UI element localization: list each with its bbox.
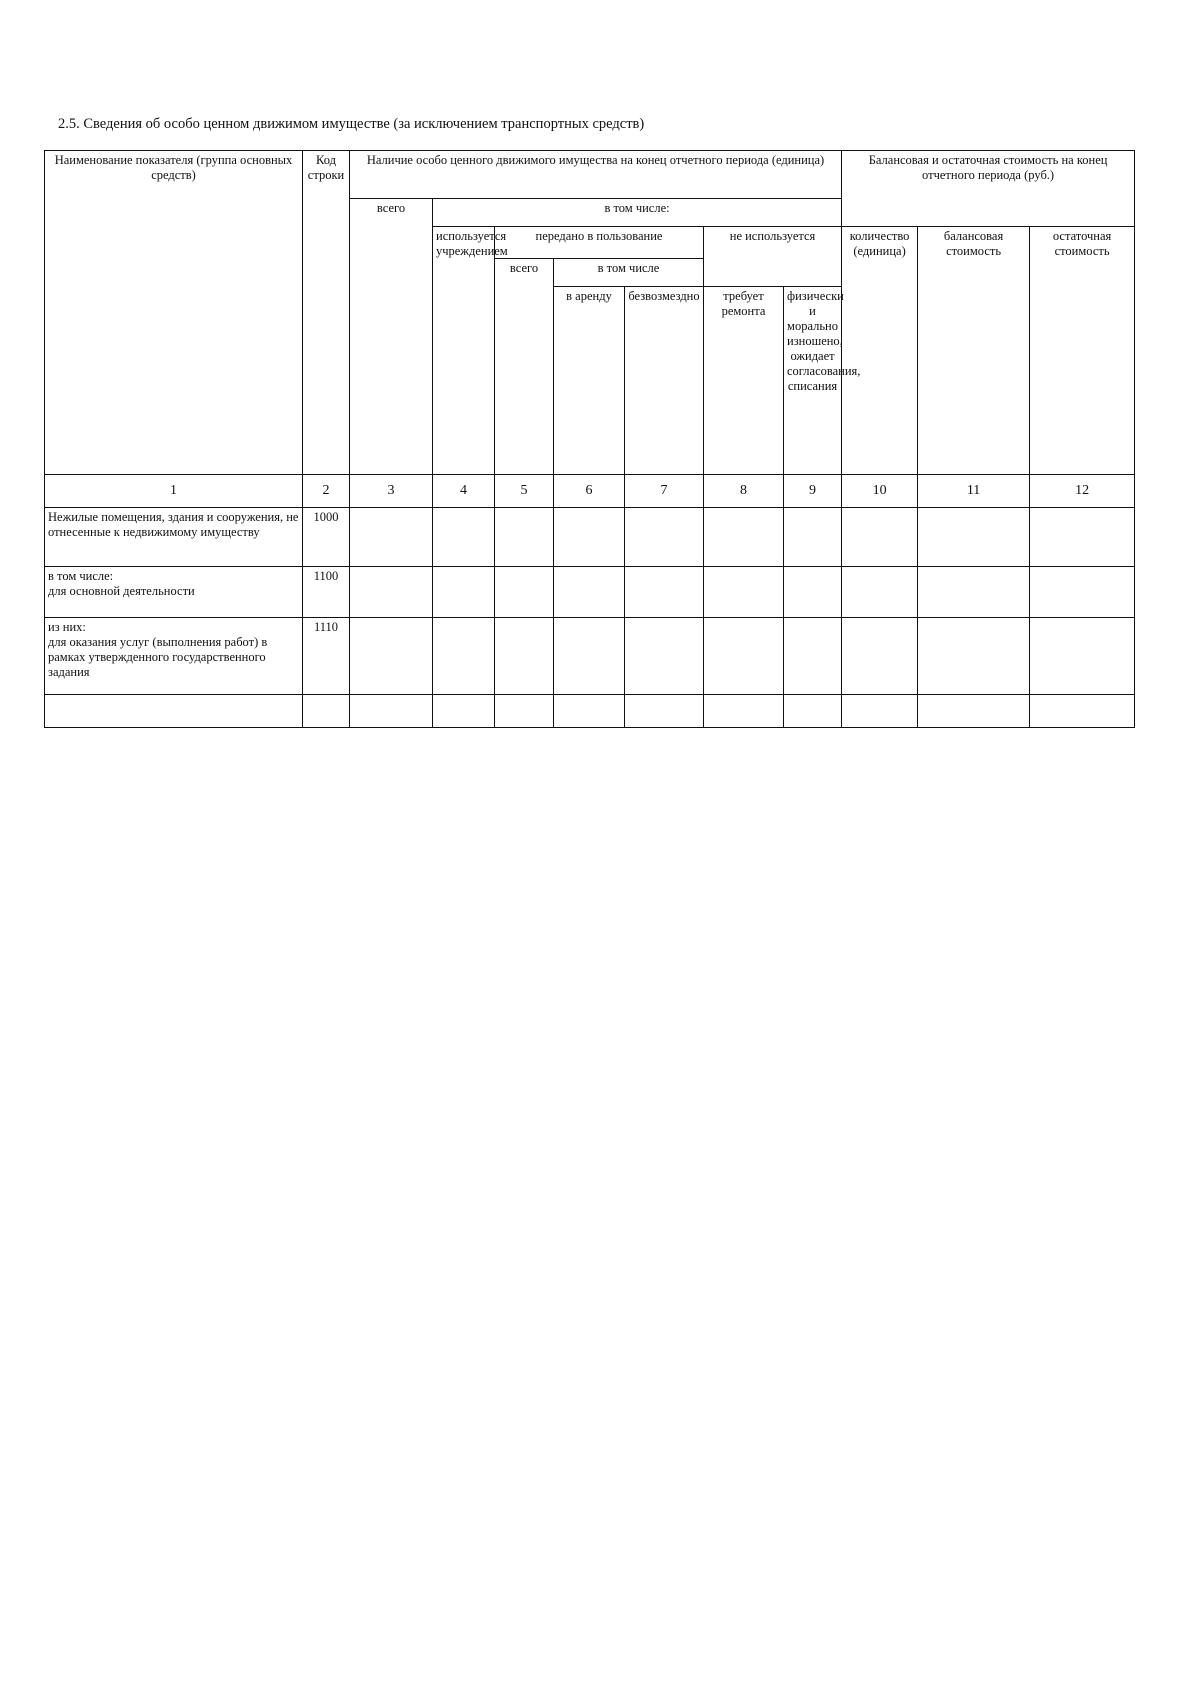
cell (1030, 508, 1135, 567)
cell (625, 695, 704, 728)
header-repair: требует ремонта (704, 287, 784, 475)
cell (704, 695, 784, 728)
cell (784, 618, 842, 695)
header-rent: в аренду (554, 287, 625, 475)
cell (918, 508, 1030, 567)
cell (842, 618, 918, 695)
cell (842, 567, 918, 618)
cell (554, 618, 625, 695)
cell (350, 618, 433, 695)
cell (350, 695, 433, 728)
cell (495, 695, 554, 728)
cell (918, 618, 1030, 695)
cell (495, 567, 554, 618)
column-number: 8 (704, 475, 784, 508)
header-worn: физически и морально изношено, ожидает согласования, списания (784, 287, 842, 475)
cell (554, 695, 625, 728)
cell (433, 695, 495, 728)
column-number: 7 (625, 475, 704, 508)
header-quantity: количество (единица) (842, 227, 918, 475)
cell (625, 508, 704, 567)
column-number: 4 (433, 475, 495, 508)
row-code: 1100 (303, 567, 350, 618)
table-row (45, 508, 1135, 567)
column-number: 11 (918, 475, 1030, 508)
header-name: Наименование показателя (группа основных средств) (45, 151, 303, 475)
cell (625, 567, 704, 618)
row-name (45, 695, 303, 728)
cell (433, 508, 495, 567)
cell (704, 618, 784, 695)
cell (1030, 618, 1135, 695)
column-number: 6 (554, 475, 625, 508)
page-title: 2.5. Сведения об особо ценном движимом имуществе (за исключением транспортных средств) (58, 116, 645, 132)
cell (495, 618, 554, 695)
row-name: из них: для оказания услуг (выполнения работ) в рамках утвержденного государственного задания (45, 618, 303, 695)
cell (784, 695, 842, 728)
column-number: 10 (842, 475, 918, 508)
header-book-value: балансовая стоимость (918, 227, 1030, 475)
column-number: 2 (303, 475, 350, 508)
table-row (45, 567, 1135, 618)
cell (704, 567, 784, 618)
header-transferred-including: в том числе (554, 259, 704, 287)
header-balance: Балансовая и остаточная стоимость на конец отчетного периода (руб.) (842, 151, 1135, 227)
column-number: 1 (45, 475, 303, 508)
cell (1030, 567, 1135, 618)
cell (1030, 695, 1135, 728)
row-code: 1110 (303, 618, 350, 695)
cell (842, 695, 918, 728)
column-numbers-row (45, 475, 1135, 508)
row-name: Нежилые помещения, здания и сооружения, не отнесенные к недвижимому имуществу (45, 508, 303, 567)
cell (433, 567, 495, 618)
row-code (303, 695, 350, 728)
cell (704, 508, 784, 567)
cell (918, 567, 1030, 618)
header-free: безвозмездно (625, 287, 704, 475)
header-total: всего (350, 199, 433, 475)
header-including: в том числе: (433, 199, 842, 227)
column-number: 12 (1030, 475, 1135, 508)
cell (495, 508, 554, 567)
cell (350, 567, 433, 618)
cell (350, 508, 433, 567)
cell (918, 695, 1030, 728)
header-transferred-total: всего (495, 259, 554, 475)
column-number: 3 (350, 475, 433, 508)
cell (433, 618, 495, 695)
cell (554, 508, 625, 567)
cell (784, 508, 842, 567)
header-availability: Наличие особо ценного движимого имущества на конец отчетного периода (единица) (350, 151, 842, 199)
header-not-used: не используется (704, 227, 842, 287)
header-transferred: передано в пользование (495, 227, 704, 259)
column-number: 9 (784, 475, 842, 508)
cell (842, 508, 918, 567)
cell (625, 618, 704, 695)
column-number: 5 (495, 475, 554, 508)
cell (784, 567, 842, 618)
table-row (45, 695, 1135, 728)
cell (554, 567, 625, 618)
header-code: Код строки (303, 151, 350, 475)
header-used: используется учреждением (433, 227, 495, 475)
row-name: в том числе: для основной деятельности (45, 567, 303, 618)
header-residual-value: остаточная стоимость (1030, 227, 1135, 475)
property-table (44, 150, 1135, 728)
row-code: 1000 (303, 508, 350, 567)
table-row (45, 618, 1135, 695)
